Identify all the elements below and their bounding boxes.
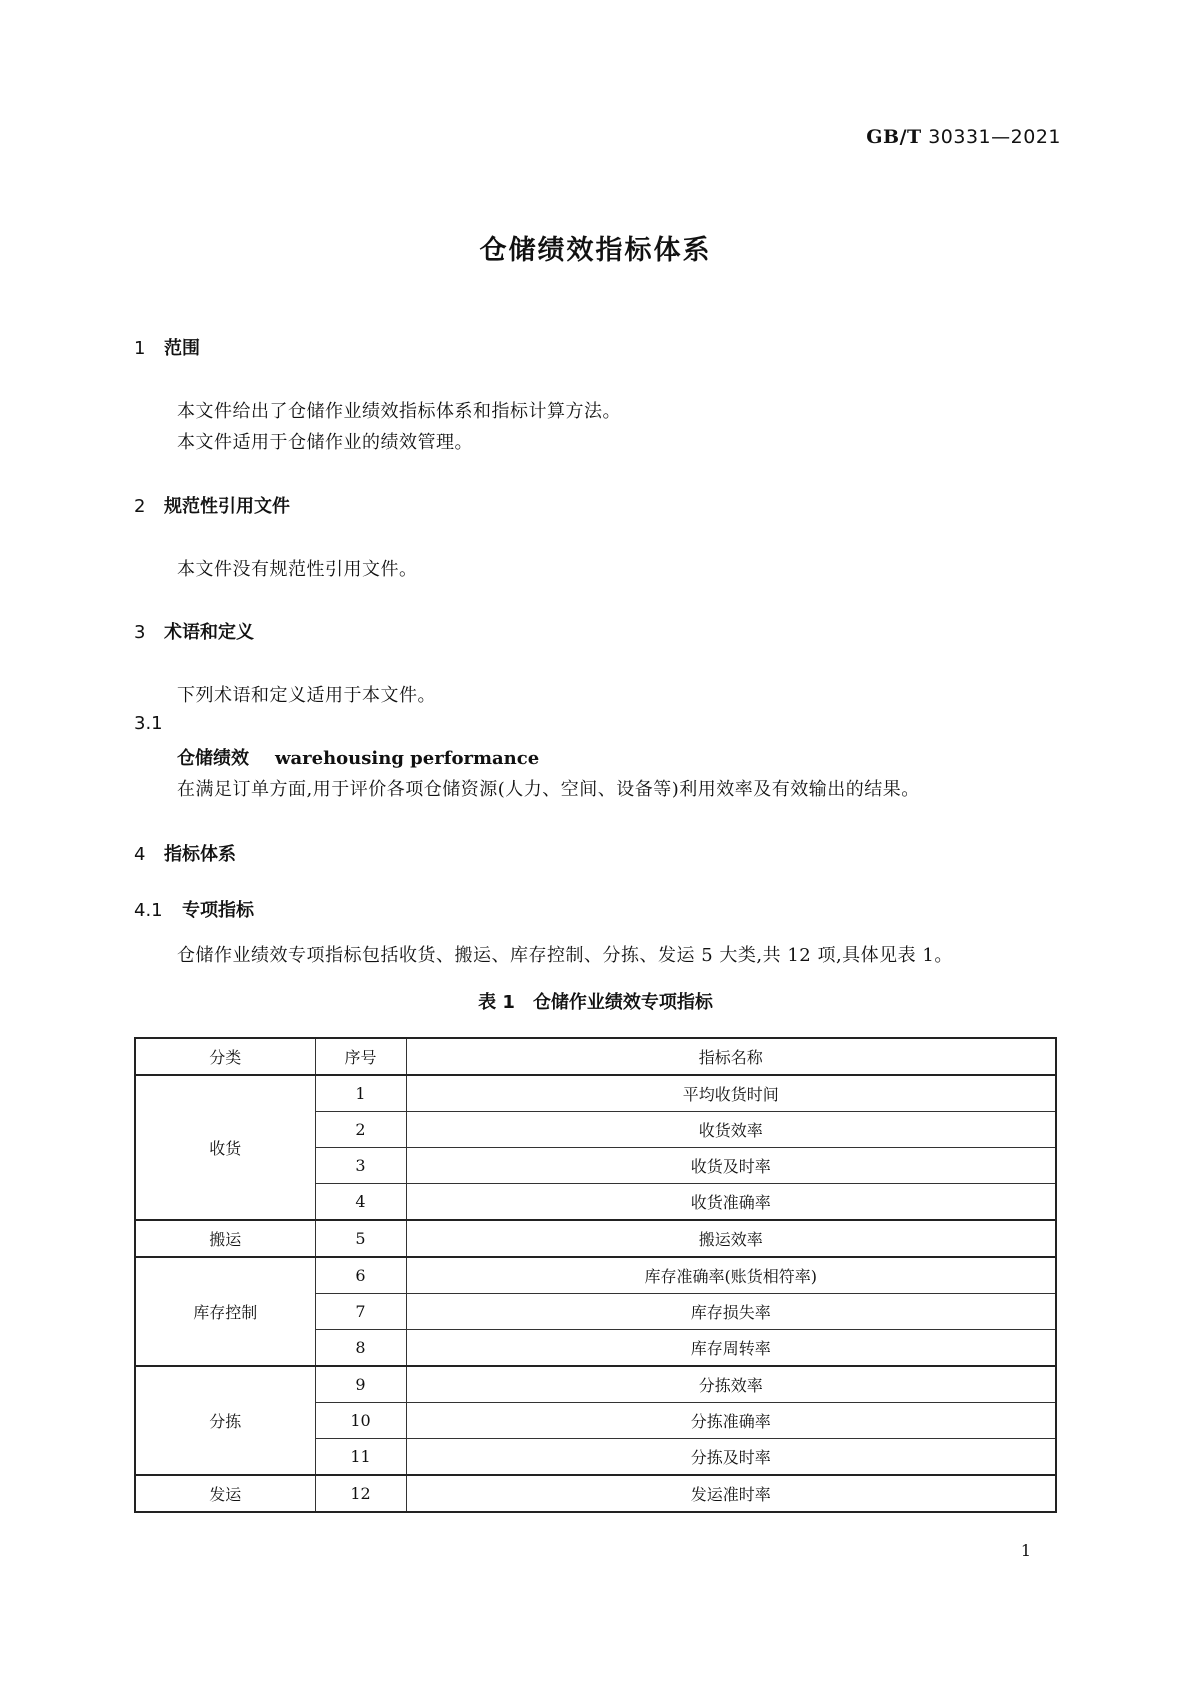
standard-code-prefix: GB/T [866,126,922,148]
standard-code-number: 30331—2021 [928,126,1061,148]
subsection-4-1-paragraph: 仓储作业绩效专项指标包括收货、搬运、库存控制、分拣、发运 5 大类,共 12 项,具体见表 1。 [177,945,953,966]
number-cell: 5 [315,1220,406,1257]
section-number: 4 [134,844,146,865]
number-cell: 11 [315,1439,406,1476]
header-category: 分类 [135,1038,315,1075]
indicator-name-cell: 搬运效率 [406,1220,1056,1257]
indicator-name-cell: 收货准确率 [406,1184,1056,1221]
term-3-1-heading [177,744,539,770]
indicator-name-cell: 库存准确率(账货相符率) [406,1257,1056,1294]
standard-code [866,126,1061,148]
table-row [135,1366,1056,1403]
section-3-paragraph-1: 下列术语和定义适用于本文件。 [177,685,436,706]
indicator-name-cell: 分拣效率 [406,1366,1056,1403]
table-header-row [135,1038,1056,1075]
table-row [135,1220,1056,1257]
section-1-paragraph-2: 本文件适用于仓储作业的绩效管理。 [177,432,473,453]
number-cell: 8 [315,1330,406,1367]
section-title: 术语和定义 [164,622,254,643]
table-row [135,1257,1056,1294]
indicator-name-cell: 发运准时率 [406,1475,1056,1512]
number-cell: 3 [315,1148,406,1184]
indicator-name-cell: 库存周转率 [406,1330,1056,1367]
section-title: 指标体系 [164,844,236,865]
number-cell: 1 [315,1075,406,1112]
section-number: 3 [134,622,146,643]
number-cell: 4 [315,1184,406,1221]
indicator-name-cell: 库存损失率 [406,1294,1056,1330]
section-number: 1 [134,338,146,359]
term-en: warehousing performance [275,748,540,769]
page-number: 1 [1020,1541,1031,1560]
category-cell: 分拣 [135,1366,315,1475]
number-cell: 9 [315,1366,406,1403]
header-indicator-name: 指标名称 [406,1038,1056,1075]
section-3-heading [134,618,254,644]
indicator-name-cell: 收货及时率 [406,1148,1056,1184]
category-cell: 收货 [135,1075,315,1220]
number-cell: 2 [315,1112,406,1148]
indicator-name-cell: 分拣准确率 [406,1403,1056,1439]
section-1-heading [134,334,200,360]
document-title: 仓储绩效指标体系 [479,235,712,266]
section-title: 规范性引用文件 [164,496,290,517]
subsection-number: 4.1 [134,900,163,921]
category-cell: 发运 [135,1475,315,1512]
number-cell: 10 [315,1403,406,1439]
table-row [135,1475,1056,1512]
indicator-name-cell: 平均收货时间 [406,1075,1056,1112]
section-number: 2 [134,496,146,517]
table-caption: 表 1 仓储作业绩效专项指标 [478,992,713,1013]
subsection-4-1-heading [134,896,254,922]
indicator-name-cell: 分拣及时率 [406,1439,1056,1476]
table-row [135,1075,1056,1112]
term-3-1-definition: 在满足订单方面,用于评价各项仓储资源(人力、空间、设备等)利用效率及有效输出的结果。 [177,779,920,800]
section-2-paragraph-1: 本文件没有规范性引用文件。 [177,559,418,580]
subsection-title: 专项指标 [182,900,254,921]
section-2-heading [134,492,290,518]
metrics-table [134,1037,1057,1513]
section-4-heading [134,840,236,866]
section-1-paragraph-1: 本文件给出了仓储作业绩效指标体系和指标计算方法。 [177,401,621,422]
section-title: 范围 [164,338,200,359]
term-zh: 仓储绩效 [177,748,249,769]
header-number: 序号 [315,1038,406,1075]
category-cell: 库存控制 [135,1257,315,1366]
indicator-name-cell: 收货效率 [406,1112,1056,1148]
number-cell: 6 [315,1257,406,1294]
category-cell: 搬运 [135,1220,315,1257]
number-cell: 7 [315,1294,406,1330]
number-cell: 12 [315,1475,406,1512]
term-3-1-number: 3.1 [134,713,163,734]
